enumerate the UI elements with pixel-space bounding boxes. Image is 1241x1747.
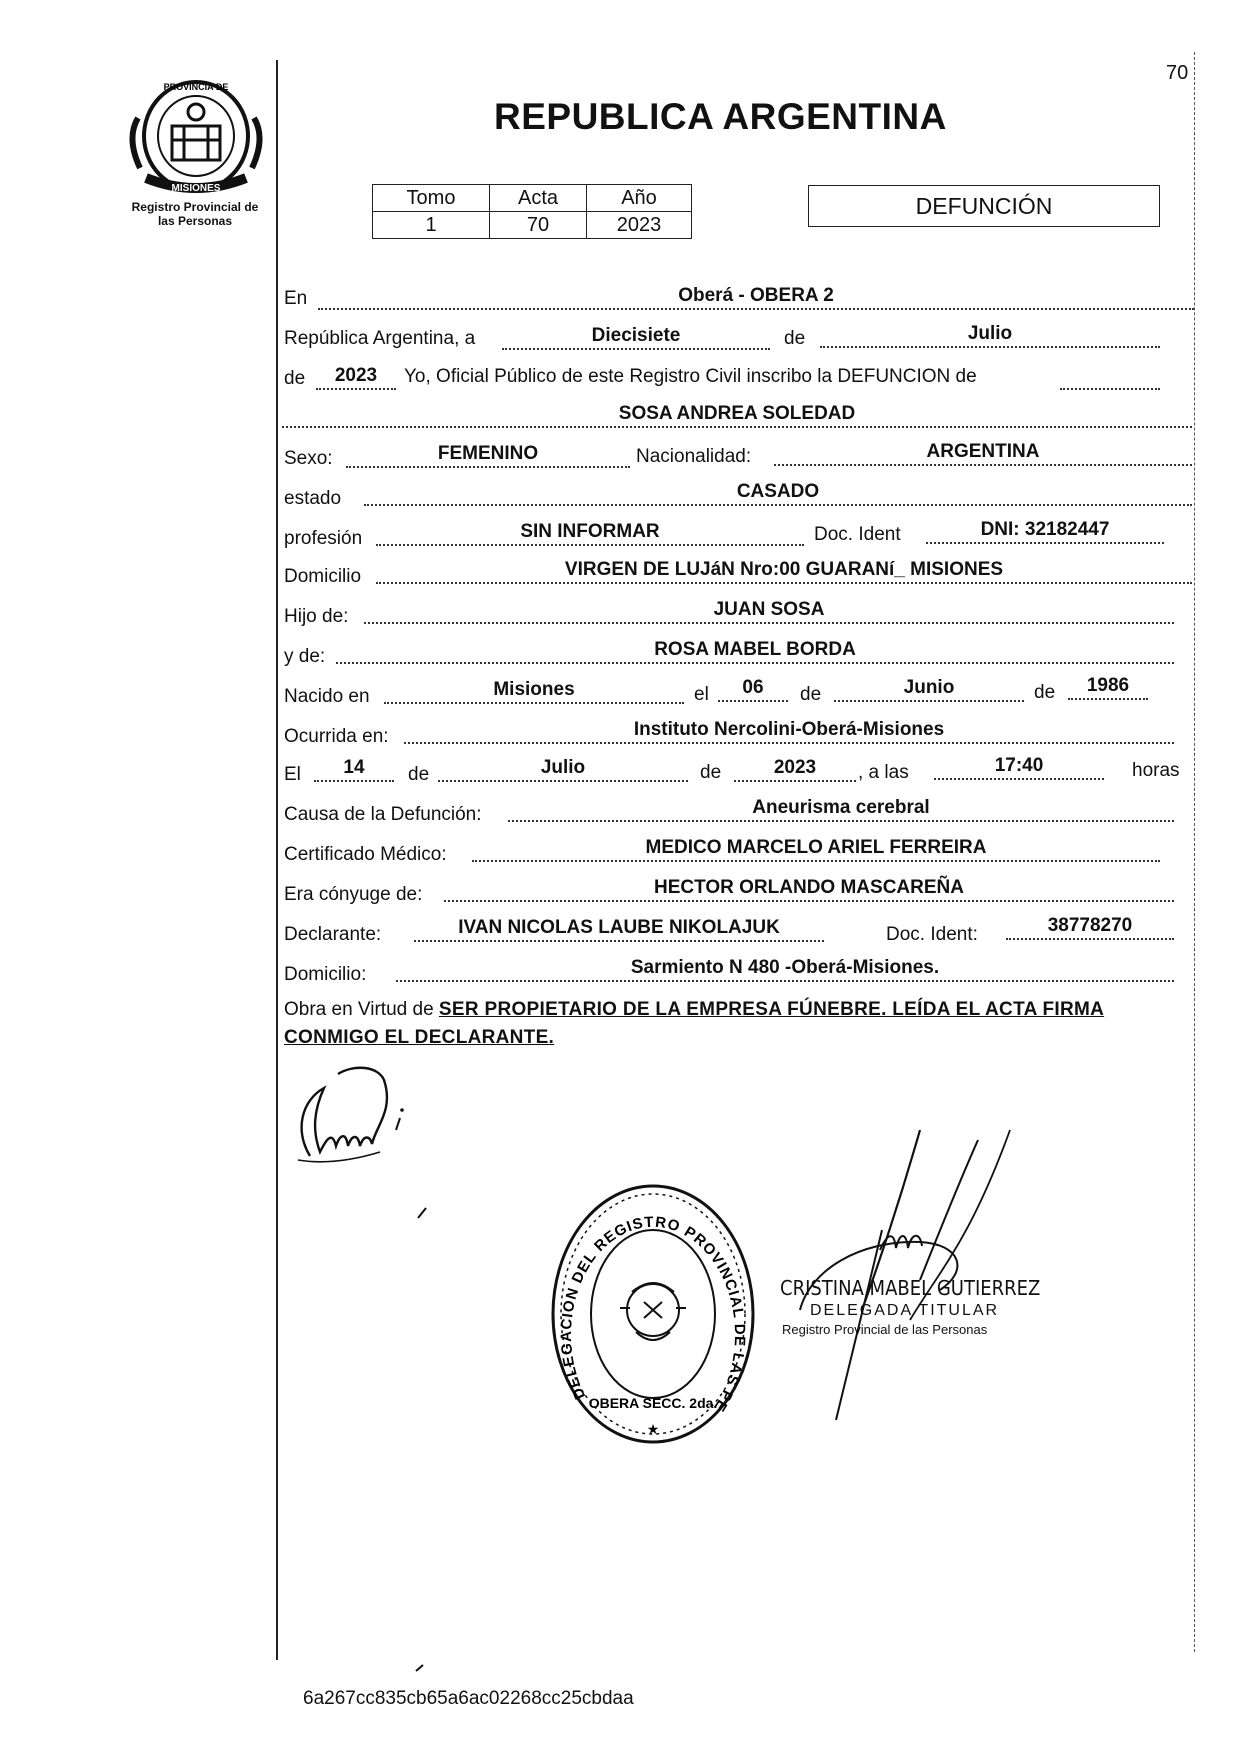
birth-month: Junio bbox=[834, 676, 1024, 702]
obra-label: Obra en Virtud de bbox=[284, 999, 434, 1020]
yde-label: y de: bbox=[284, 646, 326, 667]
de-d1-label: de bbox=[408, 764, 430, 785]
doc2-label: Doc. Ident: bbox=[886, 924, 978, 945]
cause-of-death: Aneurisma cerebral bbox=[508, 796, 1174, 822]
obra-value: SER PROPIETARIO DE LA EMPRESA FÚNEBRE. LEÍDA EL ACTA FIRMA CONMIGO EL DECLARANTE. bbox=[284, 999, 1105, 1048]
declarante-label: Declarante: bbox=[284, 924, 382, 945]
table-cell-acta: 70 bbox=[490, 212, 587, 239]
causa-label: Causa de la Defunción: bbox=[284, 804, 482, 825]
seal-ring-text: DELEGACION DEL REGISTRO PROVINCIAL DE LAS PE bbox=[557, 1213, 749, 1416]
table-header-tomo: Tomo bbox=[373, 185, 490, 212]
de-d2-label: de bbox=[700, 762, 722, 783]
stray-tick-mark-bottom bbox=[414, 1660, 426, 1678]
profesion-value: SIN INFORMAR bbox=[376, 520, 804, 546]
table-cell-tomo: 1 bbox=[373, 212, 490, 239]
de-b1-label: de bbox=[800, 684, 822, 705]
death-month: Julio bbox=[438, 756, 688, 782]
declarant-doc: 38778270 bbox=[1006, 914, 1174, 940]
declarant-address: Sarmiento N 480 -Oberá-Misiones. bbox=[396, 956, 1174, 982]
nacionalidad-label: Nacionalidad: bbox=[636, 446, 752, 467]
estado-label: estado bbox=[284, 488, 342, 509]
horas-label: horas bbox=[1132, 760, 1180, 781]
spouse-name: HECTOR ORLANDO MASCAREÑA bbox=[444, 876, 1174, 902]
official-stamp-role: DELEGADA TITULAR bbox=[810, 1302, 1000, 1319]
registry-name-line2: las Personas bbox=[157, 214, 233, 228]
father-name: JUAN SOSA bbox=[364, 598, 1174, 624]
registration-year: 2023 bbox=[316, 364, 396, 390]
de2-label: de bbox=[284, 368, 306, 389]
sexo-label: Sexo: bbox=[284, 448, 333, 469]
place-value: Oberá - OBERA 2 bbox=[318, 284, 1194, 310]
registration-day: Diecisiete bbox=[502, 324, 770, 350]
page-number: 70 bbox=[1166, 62, 1189, 84]
de-label: de bbox=[784, 328, 806, 349]
el2-label: El bbox=[284, 764, 301, 785]
registration-month: Julio bbox=[820, 322, 1160, 348]
logo-bottom-text: MISIONES bbox=[171, 183, 221, 194]
official-seal bbox=[550, 1182, 756, 1451]
de-b2-label: de bbox=[1034, 682, 1056, 703]
en-label: En bbox=[284, 288, 308, 309]
domicilio-label: Domicilio bbox=[284, 566, 362, 587]
conyuge-label: Era cónyuge de: bbox=[284, 884, 423, 905]
nacionalidad-value: ARGENTINA bbox=[774, 440, 1192, 466]
domicilio2-label: Domicilio: bbox=[284, 964, 367, 985]
alas-label: , a las bbox=[858, 762, 909, 783]
right-margin-rule bbox=[1194, 52, 1195, 1652]
hijo-label: Hijo de: bbox=[284, 606, 349, 627]
declarant-name: IVAN NICOLAS LAUBE NIKOLAJUK bbox=[414, 916, 824, 942]
page-title: REPUBLICA ARGENTINA bbox=[494, 96, 947, 137]
official-stamp-org: Registro Provincial de las Personas bbox=[782, 1322, 988, 1337]
republica-label: República Argentina, a bbox=[284, 328, 476, 349]
stray-tick-mark bbox=[416, 1206, 430, 1225]
official-stamp-name: CRISTINA MABEL GUTIERREZ bbox=[780, 1276, 1041, 1300]
medical-certificate: MEDICO MARCELO ARIEL FERREIRA bbox=[472, 836, 1160, 862]
seal-bottom-text: OBERA SECC. 2da. bbox=[588, 1395, 718, 1411]
registry-name-line1: Registro Provincial de bbox=[131, 200, 259, 214]
svg-text:★: ★ bbox=[646, 1422, 660, 1438]
declarant-signature bbox=[284, 1060, 424, 1175]
death-time: 17:40 bbox=[934, 754, 1104, 780]
death-place: Instituto Nercolini-Oberá-Misiones bbox=[404, 718, 1174, 744]
obra-en-virtud-paragraph bbox=[284, 996, 1194, 1052]
death-day: 14 bbox=[314, 756, 394, 782]
nacido-label: Nacido en bbox=[284, 686, 370, 707]
birth-year: 1986 bbox=[1068, 674, 1148, 700]
domicilio-value: VIRGEN DE LUJáN Nro:00 GUARANí_ MISIONES bbox=[376, 558, 1192, 584]
death-year: 2023 bbox=[734, 756, 856, 782]
logo-top-text: PROVINCIA DE bbox=[163, 82, 229, 92]
deceased-name: SOSA ANDREA SOLEDAD bbox=[282, 402, 1192, 428]
el-label: el bbox=[694, 684, 709, 705]
record-type-box: DEFUNCIÓN bbox=[808, 185, 1160, 227]
ocurrida-label: Ocurrida en: bbox=[284, 726, 389, 747]
certificado-label: Certificado Médico: bbox=[284, 844, 447, 865]
estado-value: CASADO bbox=[364, 480, 1192, 506]
birthplace: Misiones bbox=[384, 678, 684, 704]
mother-name: ROSA MABEL BORDA bbox=[336, 638, 1174, 664]
sexo-value: FEMENINO bbox=[346, 442, 630, 468]
record-table bbox=[372, 184, 692, 239]
profesion-label: profesión bbox=[284, 528, 363, 549]
provincial-coat-of-arms-logo bbox=[126, 78, 266, 196]
docident-value: DNI: 32182447 bbox=[926, 518, 1164, 544]
table-header-anio: Año bbox=[587, 185, 692, 212]
docident-label: Doc. Ident bbox=[814, 524, 901, 545]
document-hash: 6a267cc835cb65a6ac02268cc25cbdaa bbox=[303, 1688, 634, 1709]
registry-name bbox=[100, 200, 290, 228]
table-cell-anio: 2023 bbox=[587, 212, 692, 239]
birth-day: 06 bbox=[718, 676, 788, 702]
table-header-acta: Acta bbox=[490, 185, 587, 212]
oficial-trailing-blank bbox=[1060, 364, 1160, 390]
oficial-text: Yo, Oficial Público de este Registro Civil inscribo la DEFUNCION de bbox=[404, 366, 977, 387]
left-margin-rule bbox=[276, 60, 278, 1660]
